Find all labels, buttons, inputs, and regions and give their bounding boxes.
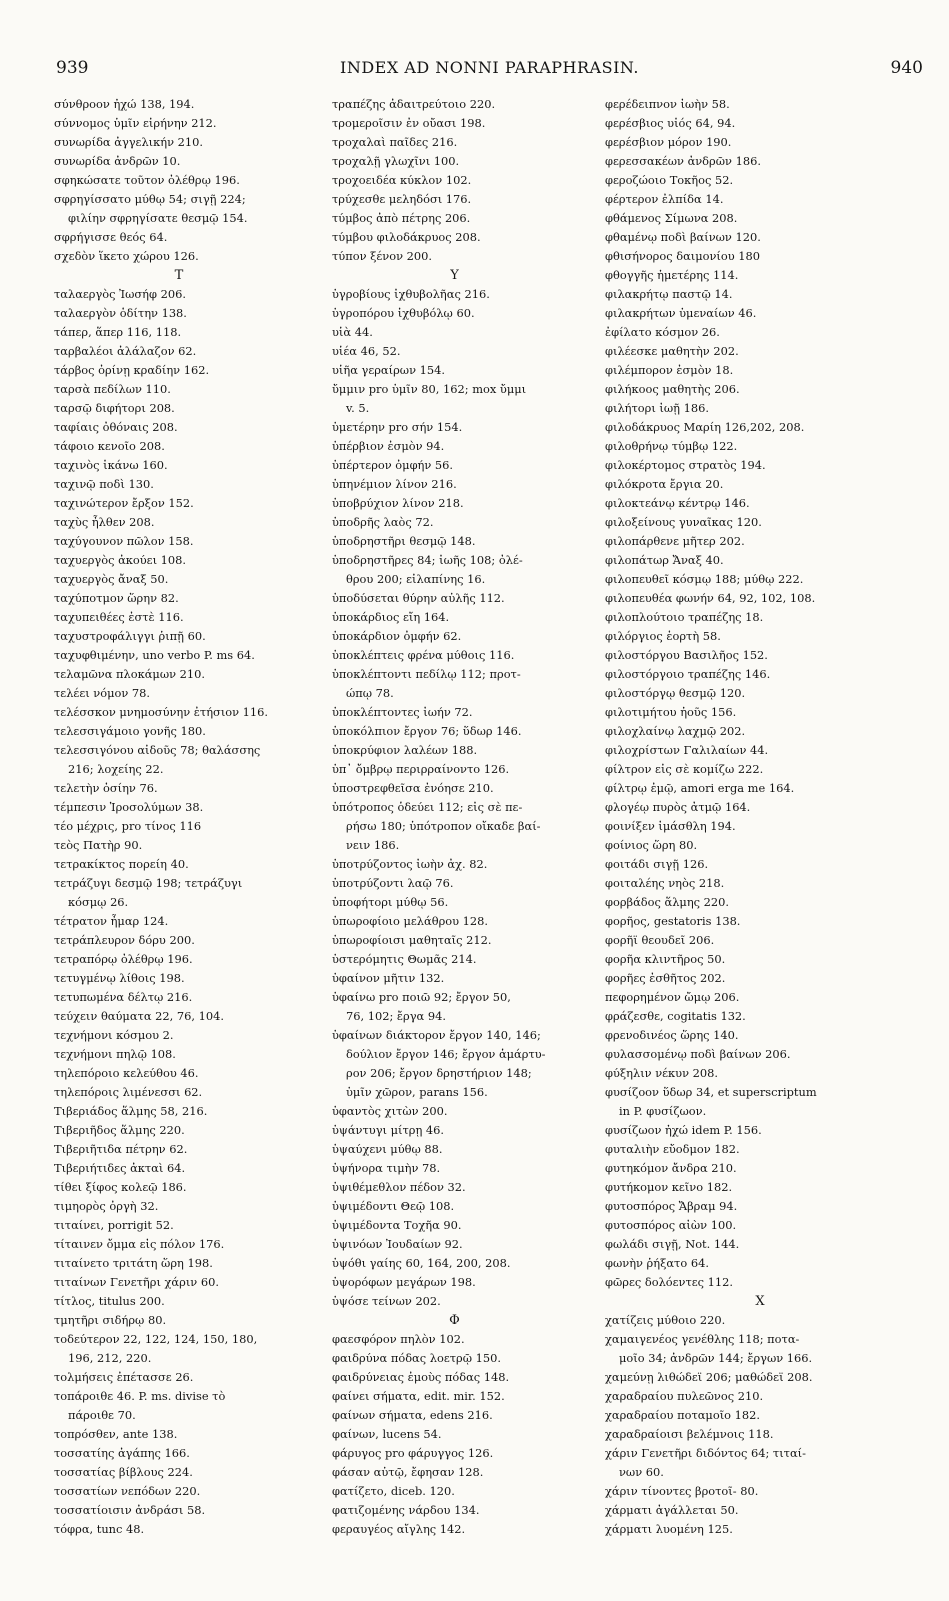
index-entry: τιταίνετο τριτάτη ὥρη 198.: [54, 1256, 213, 1270]
index-entry: ταχὺς ἦλθεν 208.: [54, 515, 155, 529]
index-entry: τιταίνει, porrigit 52.: [54, 1218, 174, 1232]
index-entry: τρομεροῖσιν ἐν οὔασι 198.: [332, 116, 486, 130]
index-entry: φυταλιὴν εὔοδμον 182.: [605, 1142, 740, 1156]
index-entry: φυτηκόμον ἄνδρα 210.: [605, 1161, 737, 1175]
index-entry: ὑψινόων Ἰουδαίων 92.: [332, 1237, 463, 1251]
index-entry: τόφρα, tunc 48.: [54, 1522, 145, 1536]
index-entry: φωλάδι σιγῇ, Not. 144.: [605, 1237, 740, 1251]
index-entry: φοινίξεν ἱμάσθλη 194.: [605, 819, 736, 833]
index-entry: υἱῆα γεραίρων 154.: [332, 363, 445, 377]
index-entry-continuation: 76, 102; ἔργα 94.: [346, 1009, 446, 1023]
index-entry: φιλοπευθέα φωνήν 64, 92, 102, 108.: [605, 591, 816, 605]
index-entry: Τιβεριῆδος ἅλμης 220.: [54, 1123, 185, 1137]
index-entry: τεὸς Πατὴρ 90.: [54, 838, 143, 852]
index-entry: ταφίαις ὀθόναις 208.: [54, 420, 178, 434]
index-entry: φερεσσακέων ἀνδρῶν 186.: [605, 154, 761, 168]
index-entry: χαμεύνῃ λιθώδεϊ 206; μαθώδεϊ 208.: [605, 1370, 813, 1384]
index-entry: τοπρόσθεν, ante 138.: [54, 1427, 178, 1441]
index-entry: ὑψαύχενι μύθῳ 88.: [332, 1142, 443, 1156]
index-entry: φεροζώοιο Τοκῆος 52.: [605, 173, 734, 187]
index-entry: τηλεπόροις λιμένεσσι 62.: [54, 1085, 203, 1099]
index-entry: χάριν τίνοντες βροτοῖ- 80.: [605, 1484, 759, 1498]
index-entry: ταχυστροφάλιγγι ῥιπῇ 60.: [54, 629, 206, 643]
index-entry: τετράζυγι δεσμῷ 198; τετράζυγι: [54, 876, 243, 890]
index-entry: φιλοπλούτοιο τραπέζης 18.: [605, 610, 764, 624]
index-entry: τύμβος ἀπὸ πέτρης 206.: [332, 211, 471, 225]
index-entry: φιλέμπορον ἐσμὸν 18.: [605, 363, 734, 377]
index-entry: χάρματι ἀγάλλεται 50.: [605, 1503, 739, 1517]
index-entry: τάρβος ὀρίνῃ κραδίην 162.: [54, 363, 210, 377]
index-entry: φιλήκοος μαθητὴς 206.: [605, 382, 740, 396]
index-entry: ὑψόθι γαίης 60, 164, 200, 208.: [332, 1256, 511, 1270]
index-entry: χαραδραίου ποταμοῖο 182.: [605, 1408, 761, 1422]
index-entry: φυσίζοον ὕδωρ 34, et superscriptum: [605, 1085, 817, 1099]
index-entry: ὑποβρύχιον λίνον 218.: [332, 496, 464, 510]
index-entry: φορῆες ἐσθῆτος 202.: [605, 971, 726, 985]
section-letter: T: [174, 268, 184, 283]
index-entry: τετράπλευρον δόρυ 200.: [54, 933, 195, 947]
index-entry: συνωρίδα ἀνδρῶν 10.: [54, 154, 181, 168]
section-letter: X: [755, 1294, 765, 1309]
index-entry: ὑψάντυγι μίτρῃ 46.: [332, 1123, 445, 1137]
index-entry: τίτλος, titulus 200.: [54, 1294, 165, 1308]
index-entry: ὑπότροπος ὁδεύει 112; εἰς σὲ πε-: [332, 800, 523, 814]
index-entry: φράζεσθε, cogitatis 132.: [605, 1009, 746, 1023]
page-number-right: 940: [890, 58, 923, 78]
index-entry: ὑψήνορα τιμὴν 78.: [332, 1161, 441, 1175]
running-header: [56, 58, 923, 82]
index-entry: ὑστερόμητις Θωμᾶς 214.: [332, 952, 477, 966]
index-entry: ταχύγουνον πῶλον 158.: [54, 534, 194, 548]
index-entry: φιλέεσκε μαθητὴν 202.: [605, 344, 739, 358]
index-entry-continuation: νων 60.: [619, 1465, 664, 1479]
index-entry: τύπον ξένον 200.: [332, 249, 432, 263]
index-entry: φιλοξείνους γυναῖκας 120.: [605, 515, 762, 529]
index-entry: τεχνήμονι κόσμου 2.: [54, 1028, 174, 1042]
index-entry-continuation: ρήσω 180; ὑπότροπον οἴκαδε βαί-: [346, 819, 541, 833]
index-entry: φυλασσομένῳ ποδὶ βαίνων 206.: [605, 1047, 791, 1061]
index-entry: φίλτρῳ ἐμῷ, amori erga me 164.: [605, 781, 795, 795]
index-entry: υἱὰ 44.: [332, 325, 373, 339]
index-entry: ὑποδρηστῆρες 84; ἰωῆς 108; ὀλέ-: [332, 553, 523, 567]
index-entry: τιμηορὸς ὀργὴ 32.: [54, 1199, 159, 1213]
index-entry: φθαμένῳ ποδὶ βαίνων 120.: [605, 230, 761, 244]
index-entry: Τιβεριῆτιδα πέτρην 62.: [54, 1142, 188, 1156]
index-entry: φιλοτιμήτου ἠοῦς 156.: [605, 705, 737, 719]
index-entry: ὔμμιν pro ὑμῖν 80, 162; mox ὔμμι: [332, 382, 527, 396]
index-entry: ὑποκρύφιον λαλέων 188.: [332, 743, 478, 757]
index-column-1: [54, 95, 324, 1539]
index-entry: φιλήτορι ἰωῇ 186.: [605, 401, 709, 415]
index-entry: φιλακρήτῳ παστῷ 14.: [605, 287, 733, 301]
index-entry: ὑποδρῆς λαὸς 72.: [332, 515, 434, 529]
index-entry: ὑπέρβιον ἐσμὸν 94.: [332, 439, 445, 453]
index-entry: σύνθροον ἠχώ 138, 194.: [54, 97, 195, 111]
index-entry: υἱέα 46, 52.: [332, 344, 401, 358]
index-entry: τοπάροιθε 46. P. ms. divise τὸ: [54, 1389, 226, 1403]
index-entry: φιλοστόργῳ θεσμῷ 120.: [605, 686, 746, 700]
index-entry: ὑποδύσεται θύρην αὐλῆς 112.: [332, 591, 505, 605]
index-entry: φυτοσπόρος αἰὼν 100.: [605, 1218, 737, 1232]
index-entry: φυτήκομον κεῖνο 182.: [605, 1180, 733, 1194]
index-entry: φερέσβιος υἱός 64, 94.: [605, 116, 736, 130]
index-entry: ταρβαλέοι ἀλάλαζον 62.: [54, 344, 197, 358]
section-letter: Φ: [449, 1313, 460, 1328]
index-entry: σύννομος ὑμῖν εἰρήνην 212.: [54, 116, 217, 130]
index-entry: φορῆα κλιντῆρος 50.: [605, 952, 726, 966]
index-entry: τετυγμένῳ λίθοις 198.: [54, 971, 185, 985]
index-entry: φαίνει σήματα, edit. mir. 152.: [332, 1389, 505, 1403]
index-entry: φιλοστόργοιο τραπέζης 146.: [605, 667, 771, 681]
index-entry: ὑψιθέμεθλον πέδον 32.: [332, 1180, 466, 1194]
index-entry: ὑπωροφίοιο μελάθρου 128.: [332, 914, 489, 928]
index-entry: ὑπέρτερον ὀμφήν 56.: [332, 458, 454, 472]
index-entry: τηλεπόροιο κελεύθου 46.: [54, 1066, 199, 1080]
index-entry-continuation: ώπῳ 78.: [346, 686, 394, 700]
index-entry: ὑποτρύζοντι λαῷ 76.: [332, 876, 454, 890]
index-entry: φιλοδάκρυος Μαρίη 126,202, 208.: [605, 420, 805, 434]
index-entry: τελετὴν ὁσίην 76.: [54, 781, 158, 795]
index-entry: τετυπωμένα δέλτῳ 216.: [54, 990, 193, 1004]
index-entry: ὑφαίνω pro ποιῶ 92; ἔργον 50,: [332, 990, 511, 1004]
index-entry: φλογέῳ πυρὸς ἀτμῷ 164.: [605, 800, 751, 814]
index-entry: ταλαεργὸς Ἰωσήφ 206.: [54, 287, 186, 301]
index-entry-continuation: κόσμῳ 26.: [68, 895, 129, 909]
index-entry: ὑποκάρδιος εἴη 164.: [332, 610, 450, 624]
index-entry: ταχύποτμον ὥρην 82.: [54, 591, 179, 605]
index-entry: ὑψιμέδοντι Θεῷ 108.: [332, 1199, 455, 1213]
index-entry: χάριν Γενετῆρι διδόντος 64; τιταί-: [605, 1446, 806, 1460]
index-entry: ὑποκάρδιον ὀμφήν 62.: [332, 629, 462, 643]
index-entry: ὑπ᾽ ὄμβρῳ περιρραίνοντο 126.: [332, 762, 510, 776]
index-column-3: [605, 95, 935, 1539]
index-entry: τελέσσκον μνημοσύνην ἐτήσιον 116.: [54, 705, 269, 719]
index-entry: φιλοχλαίνῳ λαχμῷ 202.: [605, 724, 746, 738]
running-title: INDEX AD NONNI PARAPHRASIN.: [340, 58, 639, 77]
index-entry: τετρακίκτος πορείη 40.: [54, 857, 189, 871]
index-entry: τοσσατίων νεπόδων 220.: [54, 1484, 201, 1498]
index-entry: φιλοκτεάνῳ κέντρῳ 146.: [605, 496, 750, 510]
index-entry-continuation: 196, 212, 220.: [68, 1351, 152, 1365]
index-entry: φθογγῆς ἡμετέρης 114.: [605, 268, 739, 282]
index-entry: φορβάδος ἅλμης 220.: [605, 895, 730, 909]
index-entry-continuation: in P. φυσίζωον.: [619, 1104, 707, 1118]
index-entry: τεχνήμονι πηλῷ 108.: [54, 1047, 176, 1061]
index-entry: Τιβεριάδος ἅλμης 58, 216.: [54, 1104, 208, 1118]
index-entry: τάπερ, ἅπερ 116, 118.: [54, 325, 182, 339]
index-entry: φαίνων, lucens 54.: [332, 1427, 442, 1441]
index-entry: φιλοχρίστων Γαλιλαίων 44.: [605, 743, 769, 757]
index-entry: ὑφαντὸς χιτὼν 200.: [332, 1104, 448, 1118]
index-entry-continuation: 216; λοχείης 22.: [68, 762, 164, 776]
index-entry: τίθει ξίφος κολεῷ 186.: [54, 1180, 187, 1194]
index-entry: φερέσβιον μόρον 190.: [605, 135, 732, 149]
index-entry: ὑποφήτορι μύθῳ 56.: [332, 895, 449, 909]
index-entry: τραπέζης ἀδαιτρεύτοιο 220.: [332, 97, 496, 111]
index-entry: ταρσὰ πεδίλων 110.: [54, 382, 171, 396]
index-entry: ταχυεργὸς ἄναξ 50.: [54, 572, 169, 586]
index-entry: φθισήνορος δαιμονίου 180: [605, 249, 761, 263]
index-entry: χαμαιγενέος γενέθλης 118; ποτα-: [605, 1332, 800, 1346]
index-entry-continuation: ρον 206; ἔργον δρηστήριον 148;: [346, 1066, 532, 1080]
index-entry: φοίνιος ὥρη 80.: [605, 838, 698, 852]
index-entry: σφρήγισσε θεός 64.: [54, 230, 168, 244]
index-entry-continuation: μοῖο 34; ἀνδρῶν 144; ἔργων 166.: [619, 1351, 813, 1365]
index-entry: φωνὴν ῥήξατο 64.: [605, 1256, 709, 1270]
index-entry: σχεδὸν ἵκετο χώρου 126.: [54, 249, 199, 263]
index-entry-continuation: νειν 186.: [346, 838, 400, 852]
index-entry: τρύχεσθε μεληδόσι 176.: [332, 192, 472, 206]
index-entry: ὑγροπόρου ἰχθυβόλῳ 60.: [332, 306, 475, 320]
index-entry-continuation: πάροιθε 70.: [68, 1408, 136, 1422]
index-entry: τίταινεν ὄμμα εἰς πόλον 176.: [54, 1237, 225, 1251]
index-entry: φιλοστόργου Βασιλῆος 152.: [605, 648, 768, 662]
index-entry: φαεσφόρον πηλὸν 102.: [332, 1332, 465, 1346]
index-entry: Τιβεριήτιδες ἀκταὶ 64.: [54, 1161, 186, 1175]
index-entry: φιλοθρήνῳ τύμβῳ 122.: [605, 439, 738, 453]
index-entry: τοσσατίοισιν ἀνδράσι 58.: [54, 1503, 206, 1517]
index-entry: φαίνων σήματα, edens 216.: [332, 1408, 493, 1422]
index-entry: χαραδραίοισι βελέμνοις 118.: [605, 1427, 774, 1441]
index-entry: ταρσῷ διφήτορι 208.: [54, 401, 175, 415]
index-entry: φυσίζωον ἠχώ idem P. 156.: [605, 1123, 762, 1137]
index-entry: φοιταλέης νηὸς 218.: [605, 876, 725, 890]
index-entry: φθάμενος Σίμωνα 208.: [605, 211, 738, 225]
index-entry: τοδεύτερον 22, 122, 124, 150, 180,: [54, 1332, 258, 1346]
index-entry: ὑποστρεφθεῖσα ἐνόησε 210.: [332, 781, 494, 795]
index-entry: τολμήσεις ἐπέτασσε 26.: [54, 1370, 194, 1384]
index-entry-continuation: ὑμῖν χῶρον, parans 156.: [346, 1085, 488, 1099]
index-entry: ὑπωροφίοισι μαθηταῖς 212.: [332, 933, 492, 947]
index-entry: φερέδειπνον ἰωὴν 58.: [605, 97, 730, 111]
index-entry: ταχινῷ ποδὶ 130.: [54, 477, 154, 491]
index-entry: τοσσατίης ἀγάπης 166.: [54, 1446, 190, 1460]
index-entry: φιλόργιος ἑορτὴ 58.: [605, 629, 721, 643]
index-entry: τύμβου φιλοδάκρυος 208.: [332, 230, 481, 244]
index-entry: φατίζετο, diceb. 120.: [332, 1484, 455, 1498]
index-entry: τέμπεσιν Ἱροσολύμων 38.: [54, 800, 204, 814]
index-entry: χάρματι λυομένη 125.: [605, 1522, 733, 1536]
index-entry: τμητῆρι σιδήρῳ 80.: [54, 1313, 167, 1327]
index-entry: τροχοειδέα κύκλον 102.: [332, 173, 472, 187]
index-entry: τέτρατον ἦμαρ 124.: [54, 914, 169, 928]
index-entry: ὑγροβίους ἰχθυβολῆας 216.: [332, 287, 490, 301]
index-entry: τελεσσιγόνου αἰδοῦς 78; θαλάσσης: [54, 743, 261, 757]
section-letter: Υ: [450, 268, 459, 283]
index-entry: ταλαεργὸν ὁδίτην 138.: [54, 306, 187, 320]
index-entry: σφηκώσατε τοῦτον ὀλέθρῳ 196.: [54, 173, 240, 187]
index-entry: τάφοιο κενοῖο 208.: [54, 439, 165, 453]
index-entry: ὑποκλέπτεις φρένα μύθοις 116.: [332, 648, 515, 662]
index-entry: πεφορημένον ὤμῳ 206.: [605, 990, 740, 1004]
index-entry: φιλακρήτων ὑμεναίων 46.: [605, 306, 757, 320]
index-entry: φυτοσπόρος Ἄβραμ 94.: [605, 1199, 738, 1213]
index-entry: ταχυφθιμένην, uno verbo P. ms 64.: [54, 648, 255, 662]
index-entry: χατίζεις μύθοιο 220.: [605, 1313, 726, 1327]
index-entry: φέρτερον ἐλπίδα 14.: [605, 192, 724, 206]
index-entry: ὑποκλέπτοντες ἰωήν 72.: [332, 705, 473, 719]
index-entry: φιλοπάτωρ Ἄναξ 40.: [605, 553, 724, 567]
index-column-2: [332, 95, 597, 1539]
index-entry: φύξηλιν νέκυν 208.: [605, 1066, 719, 1080]
index-entry: ὑφαίνον μῆτιν 132.: [332, 971, 445, 985]
index-entry: χαραδραίου πυλεῶνος 210.: [605, 1389, 764, 1403]
index-entry-continuation: δούλιον ἔργον 146; ἔργον ἁμάρτυ-: [346, 1047, 546, 1061]
index-entry-continuation: v. 5.: [346, 401, 370, 415]
index-entry: ὑποδρηστῆρι θεσμῷ 148.: [332, 534, 476, 548]
index-entry: ὑμετέρην pro σήν 154.: [332, 420, 463, 434]
index-entry: φάρυγος pro φάρυγγος 126.: [332, 1446, 494, 1460]
index-entry-continuation: θρου 200; εἰλαπίνης 16.: [346, 572, 486, 586]
index-entry: ὑψόσε τείνων 202.: [332, 1294, 441, 1308]
index-entry: ὑφαίνων διάκτορον ἔργον 140, 146;: [332, 1028, 541, 1042]
index-entry: φαιδρύνειας ἐμοὺς πόδας 148.: [332, 1370, 510, 1384]
index-entry: τιταίνων Γενετῆρι χάριν 60.: [54, 1275, 219, 1289]
index-entry: φῶρες δολόεντες 112.: [605, 1275, 734, 1289]
index-entry: ἐφίλατο κόσμον 26.: [605, 325, 720, 339]
index-entry: ταχυεργὸς ἀκούει 108.: [54, 553, 187, 567]
index-entry: τέο μέχρις, pro τίνος 116: [54, 819, 202, 833]
index-entry: φαιδρύνα πόδας λοετρῷ 150.: [332, 1351, 501, 1365]
index-entry: ταχινὸς ἱκάνω 160.: [54, 458, 168, 472]
page-number-left: 939: [56, 58, 89, 78]
index-entry: ὑποκόλπιον ἔργον 76; ὕδωρ 146.: [332, 724, 522, 738]
index-entry: ὑποκλέπτοντι πεδίλῳ 112; προτ-: [332, 667, 521, 681]
index-entry: φιλόκροτα ἔργια 20.: [605, 477, 724, 491]
index-entry: ὑπηνέμιον λίνον 216.: [332, 477, 457, 491]
index-entry: τροχαλαὶ παῖδες 216.: [332, 135, 458, 149]
index-entry: φορῆος, gestatoris 138.: [605, 914, 741, 928]
index-entry: φιλοπευθεῖ κόσμῳ 188; μύθῳ 222.: [605, 572, 804, 586]
index-entry: φίλτρον εἰς σὲ κομίζω 222.: [605, 762, 764, 776]
index-entry: φατιζομένης νάρδου 134.: [332, 1503, 480, 1517]
index-entry: φοιτάδι σιγῇ 126.: [605, 857, 709, 871]
index-entry: ὑποτρύζοντος ἰωὴν ἀχ. 82.: [332, 857, 488, 871]
index-entry: τεύχειν θαύματα 22, 76, 104.: [54, 1009, 224, 1023]
index-entry: τελαμῶνα πλοκάμων 210.: [54, 667, 206, 681]
index-entry: τοσσατίας βίβλους 224.: [54, 1465, 193, 1479]
index-entry: τροχαλῇ γλωχῖνι 100.: [332, 154, 460, 168]
index-entry: τετραπόρῳ ὀλέθρῳ 196.: [54, 952, 193, 966]
index-entry: συνωρίδα ἀγγελικήν 210.: [54, 135, 203, 149]
index-entry: ταχινώτερον ἔρξον 152.: [54, 496, 194, 510]
index-entry-continuation: φιλίην σφρηγίσατε θεσμῷ 154.: [68, 211, 248, 225]
index-entry: φιλοκέρτομος στρατὸς 194.: [605, 458, 766, 472]
index-entry: φιλοπάρθενε μῆτερ 202.: [605, 534, 745, 548]
index-entry: ὑψορόφων μεγάρων 198.: [332, 1275, 476, 1289]
index-entry: φεραυγέος αἴγλης 142.: [332, 1522, 466, 1536]
index-entry: τελεσσιγάμοιο γονῆς 180.: [54, 724, 206, 738]
index-entry: φάσαν αὐτῷ, ἔφησαν 128.: [332, 1465, 484, 1479]
index-entry: φρενοδινέος ὥρης 140.: [605, 1028, 739, 1042]
index-entry: τελέει νόμον 78.: [54, 686, 151, 700]
index-entry: ὑψιμέδοντα Τοχῆα 90.: [332, 1218, 462, 1232]
index-entry: ταχυπειθέες ἐστὲ 116.: [54, 610, 184, 624]
index-entry: σφρηγίσσατο μύθῳ 54; σιγῇ 224;: [54, 192, 246, 206]
index-entry: φορῆϊ θεουδεῖ 206.: [605, 933, 715, 947]
